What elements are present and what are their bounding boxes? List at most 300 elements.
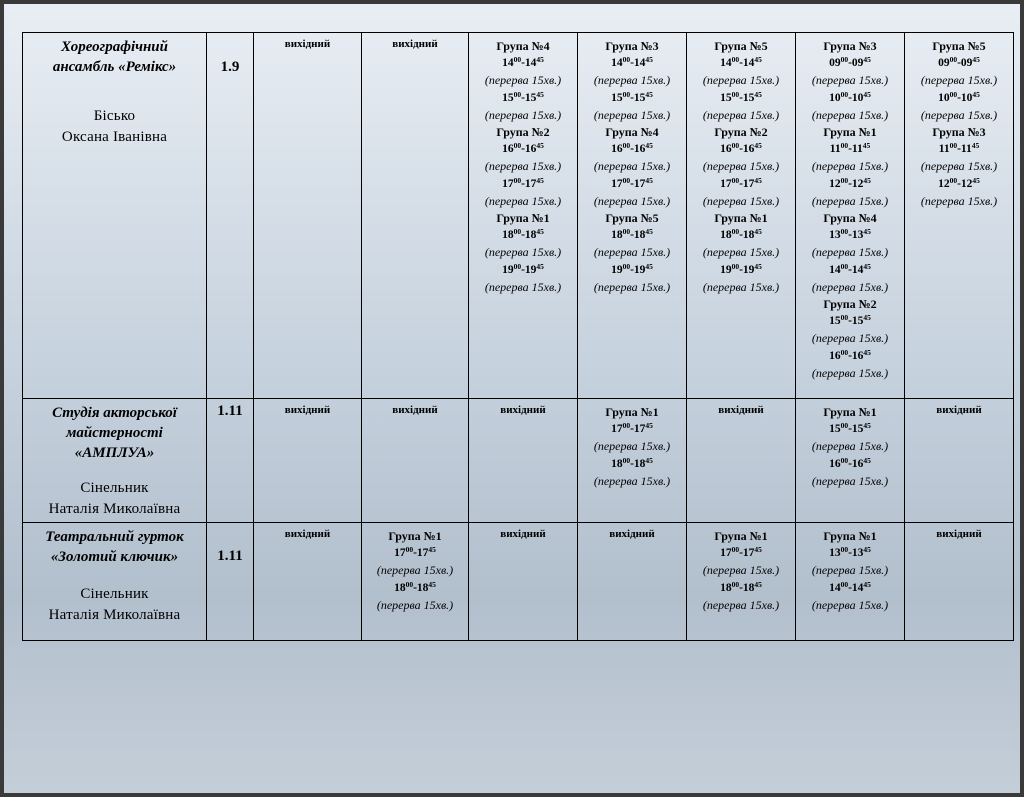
time-start-hour: 15 xyxy=(502,91,514,104)
session-time: $17^{00}-17^{45}$ xyxy=(611,421,653,436)
break-note: (перерва 15хв.) xyxy=(702,107,780,122)
time-start-minutes: 00 xyxy=(731,261,740,271)
day-off-label: вихідний xyxy=(609,528,655,540)
break-note: (перерва 15хв.) xyxy=(811,365,889,380)
time-start-minutes: 00 xyxy=(840,313,849,323)
day-cell xyxy=(469,33,578,399)
time-end-hour: 16 xyxy=(633,143,646,156)
time-start-hour: 12 xyxy=(938,177,950,190)
time-start-minutes: 00 xyxy=(840,55,849,65)
time-start-minutes: 00 xyxy=(622,55,631,65)
session-time: $14^{00}-14^{45}$ xyxy=(720,55,762,70)
time-end-hour: 14 xyxy=(851,263,864,276)
time-start-hour: 19 xyxy=(720,263,732,276)
time-end-hour: 14 xyxy=(851,581,864,594)
time-end-minutes: 45 xyxy=(754,141,762,151)
time-end-hour: 10 xyxy=(851,91,864,104)
time-end-minutes: 45 xyxy=(536,89,544,99)
day-cell xyxy=(362,523,469,641)
time-end-hour: 12 xyxy=(851,177,864,190)
group-name: Група №1 xyxy=(388,529,442,543)
time-end-hour: 18 xyxy=(633,457,646,470)
time-start-minutes: 00 xyxy=(840,175,849,185)
day-cell xyxy=(796,33,905,399)
time-end-minutes: 45 xyxy=(754,579,762,589)
day-off-label: вихідний xyxy=(392,38,438,50)
day-cell xyxy=(905,523,1014,641)
day-cell xyxy=(905,33,1014,399)
schedule-table xyxy=(22,32,1014,641)
time-end-minutes: 45 xyxy=(428,545,436,555)
circle-title-line: Хореографічний xyxy=(61,39,168,55)
day-cell xyxy=(687,523,796,641)
break-note: (перерва 15хв.) xyxy=(593,73,671,88)
time-start-minutes: 00 xyxy=(405,545,414,555)
day-cell xyxy=(796,399,905,523)
group-name: Група №5 xyxy=(714,39,768,53)
time-start-hour: 18 xyxy=(611,229,623,242)
group-name: Група №5 xyxy=(932,39,986,53)
group-name: Група №1 xyxy=(714,529,768,543)
break-note: (перерва 15хв.) xyxy=(811,107,889,122)
session-time: $18^{00}-18^{45}$ xyxy=(720,579,762,594)
session-time: $16^{00}-16^{45}$ xyxy=(720,141,762,156)
session-time: $17^{00}-17^{45}$ xyxy=(611,175,653,190)
document-page xyxy=(4,4,1020,793)
day-off-label: вихідний xyxy=(718,404,764,416)
day-cell xyxy=(578,523,687,641)
session-time: $15^{00}-15^{45}$ xyxy=(829,421,871,436)
time-start-minutes: 00 xyxy=(622,421,631,431)
break-note: (перерва 15хв.) xyxy=(593,107,671,122)
break-note: (перерва 15хв.) xyxy=(811,73,889,88)
time-end-hour: 17 xyxy=(633,177,646,190)
time-end-minutes: 45 xyxy=(972,175,980,185)
time-end-hour: 19 xyxy=(633,263,646,276)
day-off-label: вихідний xyxy=(500,528,546,540)
day-cell xyxy=(578,399,687,523)
session-time: $19^{00}-19^{45}$ xyxy=(502,261,544,276)
time-end-hour: 19 xyxy=(524,263,537,276)
time-start-minutes: 00 xyxy=(840,455,849,465)
time-end-minutes: 45 xyxy=(536,175,544,185)
time-end-hour: 10 xyxy=(960,91,973,104)
day-cell xyxy=(254,33,362,399)
time-start-minutes: 00 xyxy=(513,261,522,271)
time-start-hour: 17 xyxy=(720,177,732,190)
time-end-hour: 16 xyxy=(851,349,864,362)
time-start-hour: 18 xyxy=(502,229,514,242)
time-end-hour: 15 xyxy=(851,423,864,436)
session-time: $14^{00}-14^{45}$ xyxy=(611,55,653,70)
time-start-hour: 11 xyxy=(938,143,950,156)
circle-title xyxy=(23,37,206,77)
table-row xyxy=(23,399,1014,523)
session-time: $16^{00}-16^{45}$ xyxy=(611,141,653,156)
time-start-hour: 09 xyxy=(938,57,950,70)
time-start-hour: 17 xyxy=(502,177,514,190)
break-note: (перерва 15хв.) xyxy=(484,107,562,122)
time-end-hour: 19 xyxy=(742,263,755,276)
break-note: (перерва 15хв.) xyxy=(811,279,889,294)
day-off-label: вихідний xyxy=(500,404,546,416)
group-name: Група №1 xyxy=(823,125,877,140)
break-note: (перерва 15хв.) xyxy=(811,193,889,208)
group-name: Група №3 xyxy=(605,39,659,53)
session-time: $16^{00}-16^{45}$ xyxy=(502,141,544,156)
group-name: Група №1 xyxy=(496,211,550,226)
group-name: Група №4 xyxy=(605,125,659,140)
break-note: (перерва 15хв.) xyxy=(811,473,889,488)
time-start-minutes: 00 xyxy=(622,455,631,465)
time-start-hour: 13 xyxy=(829,229,841,242)
break-note: (перерва 15хв.) xyxy=(811,331,889,346)
day-cell xyxy=(362,399,469,523)
session-time: $14^{00}-14^{45}$ xyxy=(829,579,871,594)
break-note: (перерва 15хв.) xyxy=(811,159,889,174)
break-note: (перерва 15хв.) xyxy=(702,279,780,294)
day-cell xyxy=(469,523,578,641)
session-time: $15^{00}-15^{45}$ xyxy=(502,89,544,104)
teacher-surname: Сінельник xyxy=(80,586,149,602)
day-off-label: вихідний xyxy=(936,528,982,540)
break-note: (перерва 15хв.) xyxy=(484,245,562,260)
time-end-hour: 13 xyxy=(851,229,864,242)
break-note: (перерва 15хв.) xyxy=(920,107,998,122)
time-start-minutes: 00 xyxy=(731,579,740,589)
group-name: Група №3 xyxy=(932,125,986,140)
time-start-hour: 10 xyxy=(938,91,950,104)
room-code: 1.9 xyxy=(207,33,254,399)
group-name: Група №5 xyxy=(605,211,659,226)
session-time: $15^{00}-15^{45}$ xyxy=(829,313,871,328)
time-end-minutes: 45 xyxy=(645,261,653,271)
time-start-hour: 14 xyxy=(829,581,841,594)
time-start-minutes: 00 xyxy=(622,89,631,99)
time-end-minutes: 45 xyxy=(863,579,871,589)
time-start-minutes: 00 xyxy=(731,545,740,555)
time-start-minutes: 00 xyxy=(731,141,740,151)
room-code: 1.11 xyxy=(207,523,254,641)
break-note: (перерва 15хв.) xyxy=(702,159,780,174)
break-note: (перерва 15хв.) xyxy=(811,439,889,454)
time-start-minutes: 00 xyxy=(840,421,849,431)
time-start-hour: 19 xyxy=(611,263,623,276)
time-start-hour: 11 xyxy=(829,143,841,156)
time-end-hour: 14 xyxy=(633,57,646,70)
time-start-hour: 14 xyxy=(720,57,732,70)
time-end-minutes: 45 xyxy=(645,455,653,465)
teacher-name xyxy=(23,106,206,148)
session-time: $17^{00}-17^{45}$ xyxy=(720,545,762,560)
day-cell xyxy=(687,33,796,399)
time-end-minutes: 45 xyxy=(754,175,762,185)
time-start-minutes: 00 xyxy=(840,347,849,357)
session-time: $18^{00}-18^{45}$ xyxy=(720,227,762,242)
time-start-minutes: 00 xyxy=(405,579,414,589)
break-note: (перерва 15хв.) xyxy=(920,159,998,174)
time-end-minutes: 45 xyxy=(971,141,980,151)
time-end-minutes: 45 xyxy=(536,55,544,65)
circle-title-line: майстерності xyxy=(66,425,163,441)
teacher-given-names: Оксана Іванівна xyxy=(61,129,168,145)
time-end-minutes: 45 xyxy=(645,141,653,151)
day-cell xyxy=(254,523,362,641)
time-end-hour: 18 xyxy=(416,581,429,594)
break-note: (перерва 15хв.) xyxy=(920,73,998,88)
break-note: (перерва 15хв.) xyxy=(702,193,780,208)
time-start-hour: 17 xyxy=(394,547,406,560)
break-note: (перерва 15хв.) xyxy=(593,439,671,454)
teacher-name xyxy=(23,584,206,626)
break-note: (перерва 15хв.) xyxy=(484,73,562,88)
room-code: 1.11 xyxy=(207,399,254,523)
break-note: (перерва 15хв.) xyxy=(593,159,671,174)
day-off-label: вихідний xyxy=(284,38,331,50)
time-start-minutes: 00 xyxy=(840,579,849,589)
time-end-minutes: 45 xyxy=(863,175,871,185)
time-start-minutes: 00 xyxy=(949,55,958,65)
time-end-hour: 17 xyxy=(416,547,429,560)
time-start-minutes: 00 xyxy=(622,141,631,151)
time-end-minutes: 45 xyxy=(536,227,544,237)
break-note: (перерва 15хв.) xyxy=(593,279,671,294)
time-start-minutes: 00 xyxy=(513,89,522,99)
day-cell xyxy=(578,33,687,399)
time-start-minutes: 00 xyxy=(513,227,522,237)
time-end-hour: 16 xyxy=(851,457,864,470)
break-note: (перерва 15хв.) xyxy=(376,597,454,612)
session-time: $13^{00}-13^{45}$ xyxy=(829,545,871,560)
time-end-minutes: 45 xyxy=(863,261,871,271)
time-end-minutes: 45 xyxy=(863,545,871,555)
session-time: $09^{00}-09^{45}$ xyxy=(938,55,980,70)
time-end-hour: 17 xyxy=(524,177,537,190)
time-start-hour: 13 xyxy=(829,547,841,560)
session-time: $17^{00}-17^{45}$ xyxy=(502,175,544,190)
circle-title xyxy=(23,403,206,463)
schedule-body xyxy=(23,33,1014,641)
time-end-hour: 15 xyxy=(524,91,537,104)
circle-title-line: ансамбль «Ремікс» xyxy=(52,59,177,75)
time-start-minutes: 00 xyxy=(840,89,849,99)
time-end-hour: 09 xyxy=(851,57,864,70)
break-note: (перерва 15хв.) xyxy=(484,193,562,208)
day-off-label: вихідний xyxy=(284,528,331,540)
time-start-hour: 14 xyxy=(611,57,623,70)
session-time: $15^{00}-15^{45}$ xyxy=(720,89,762,104)
time-start-hour: 15 xyxy=(720,91,732,104)
time-start-hour: 16 xyxy=(611,143,623,156)
teacher-given-names: Наталія Миколаївна xyxy=(48,607,181,623)
group-name: Група №3 xyxy=(823,39,877,53)
group-name: Група №1 xyxy=(714,211,768,226)
time-end-minutes: 45 xyxy=(863,313,871,323)
time-end-minutes: 45 xyxy=(754,55,762,65)
time-start-minutes: 00 xyxy=(731,55,740,65)
time-start-minutes: 00 xyxy=(949,89,958,99)
teacher-given-names: Наталія Миколаївна xyxy=(48,501,181,517)
table-row xyxy=(23,33,1014,399)
time-end-minutes: 45 xyxy=(536,261,544,271)
time-start-hour: 19 xyxy=(502,263,514,276)
circle-title-line: Театральний гурток xyxy=(45,529,184,545)
circle-title xyxy=(23,527,206,567)
session-time: $11^{00}-11^{45}$ xyxy=(938,141,980,156)
session-time: $18^{00}-18^{45}$ xyxy=(502,227,544,242)
time-end-minutes: 45 xyxy=(754,89,762,99)
time-end-hour: 09 xyxy=(960,57,973,70)
break-note: (перерва 15хв.) xyxy=(920,193,998,208)
break-note: (перерва 15хв.) xyxy=(593,193,671,208)
time-start-hour: 15 xyxy=(829,315,841,328)
session-time: $18^{00}-18^{45}$ xyxy=(394,579,436,594)
time-start-minutes: 00 xyxy=(949,141,958,151)
circle-name-cell xyxy=(23,33,207,399)
session-time: $19^{00}-19^{45}$ xyxy=(720,261,762,276)
break-note: (перерва 15хв.) xyxy=(702,563,780,578)
time-start-hour: 17 xyxy=(611,177,623,190)
group-name: Група №4 xyxy=(496,39,550,53)
time-start-minutes: 00 xyxy=(731,227,740,237)
time-start-hour: 17 xyxy=(720,547,732,560)
session-time: $18^{00}-18^{45}$ xyxy=(611,227,653,242)
time-start-hour: 15 xyxy=(829,423,841,436)
day-cell xyxy=(254,399,362,523)
session-time: $16^{00}-16^{45}$ xyxy=(829,455,871,470)
time-end-hour: 15 xyxy=(742,91,755,104)
circle-title-line: «Золотий ключик» xyxy=(50,549,179,565)
time-start-hour: 18 xyxy=(720,581,732,594)
time-end-minutes: 45 xyxy=(863,227,871,237)
time-end-minutes: 45 xyxy=(863,421,871,431)
time-end-hour: 17 xyxy=(742,177,755,190)
break-note: (перерва 15хв.) xyxy=(811,597,889,612)
session-time: $17^{00}-17^{45}$ xyxy=(720,175,762,190)
time-end-minutes: 45 xyxy=(754,227,762,237)
day-cell xyxy=(469,399,578,523)
time-end-hour: 13 xyxy=(851,547,864,560)
time-start-hour: 16 xyxy=(720,143,732,156)
time-start-hour: 14 xyxy=(829,263,841,276)
time-end-minutes: 45 xyxy=(645,227,653,237)
teacher-surname: Сінельник xyxy=(80,480,149,496)
day-off-label: вихідний xyxy=(392,404,438,416)
time-end-hour: 11 xyxy=(851,143,863,156)
session-time: $10^{00}-10^{45}$ xyxy=(829,89,871,104)
time-start-hour: 09 xyxy=(829,57,841,70)
time-start-hour: 12 xyxy=(829,177,841,190)
time-start-minutes: 00 xyxy=(513,141,522,151)
time-end-minutes: 45 xyxy=(536,141,544,151)
time-end-minutes: 45 xyxy=(645,55,653,65)
session-time: $16^{00}-16^{45}$ xyxy=(829,347,871,362)
circle-title-line: Студія акторської xyxy=(52,405,177,421)
group-name: Група №1 xyxy=(823,529,877,543)
break-note: (перерва 15хв.) xyxy=(376,563,454,578)
day-off-label: вихідний xyxy=(936,404,982,416)
time-end-hour: 14 xyxy=(524,57,537,70)
session-time: $19^{00}-19^{45}$ xyxy=(611,261,653,276)
circle-name-cell xyxy=(23,523,207,641)
time-end-minutes: 45 xyxy=(863,89,871,99)
time-end-minutes: 45 xyxy=(645,175,653,185)
session-time: $18^{00}-18^{45}$ xyxy=(611,455,653,470)
break-note: (перерва 15хв.) xyxy=(484,159,562,174)
time-start-hour: 18 xyxy=(394,581,406,594)
time-start-minutes: 00 xyxy=(840,141,849,151)
group-name: Група №2 xyxy=(496,125,550,140)
group-name: Група №1 xyxy=(823,405,877,419)
time-start-hour: 16 xyxy=(829,349,841,362)
session-time: $12^{00}-12^{45}$ xyxy=(829,175,871,190)
group-name: Група №4 xyxy=(823,211,877,226)
break-note: (перерва 15хв.) xyxy=(811,563,889,578)
break-note: (перерва 15хв.) xyxy=(593,473,671,488)
time-start-minutes: 00 xyxy=(840,261,849,271)
break-note: (перерва 15хв.) xyxy=(702,245,780,260)
time-end-minutes: 45 xyxy=(863,347,871,357)
time-start-minutes: 00 xyxy=(622,261,631,271)
day-cell xyxy=(796,523,905,641)
time-end-hour: 18 xyxy=(524,229,537,242)
time-end-hour: 16 xyxy=(742,143,755,156)
session-time: $17^{00}-17^{45}$ xyxy=(394,545,436,560)
time-start-minutes: 00 xyxy=(949,175,958,185)
time-end-hour: 15 xyxy=(851,315,864,328)
time-start-minutes: 00 xyxy=(731,175,740,185)
circle-title-line: «АМПЛУА» xyxy=(74,445,155,461)
time-end-hour: 11 xyxy=(960,143,972,156)
group-name: Група №2 xyxy=(823,297,877,312)
time-end-hour: 14 xyxy=(742,57,755,70)
day-cell xyxy=(687,399,796,523)
time-start-minutes: 00 xyxy=(840,227,849,237)
time-end-minutes: 45 xyxy=(428,579,436,589)
time-end-hour: 12 xyxy=(960,177,973,190)
day-cell xyxy=(905,399,1014,523)
day-off-label: вихідний xyxy=(284,404,331,416)
time-start-hour: 17 xyxy=(611,423,623,436)
time-end-hour: 18 xyxy=(633,229,646,242)
session-time: $11^{00}-11^{45}$ xyxy=(829,141,871,156)
time-end-hour: 18 xyxy=(742,581,755,594)
time-end-minutes: 45 xyxy=(862,141,871,151)
break-note: (перерва 15хв.) xyxy=(702,73,780,88)
time-end-hour: 17 xyxy=(742,547,755,560)
time-start-hour: 14 xyxy=(502,57,514,70)
time-end-hour: 17 xyxy=(633,423,646,436)
time-end-hour: 16 xyxy=(524,143,537,156)
time-start-hour: 16 xyxy=(829,457,841,470)
time-end-minutes: 45 xyxy=(972,89,980,99)
time-end-minutes: 45 xyxy=(754,261,762,271)
teacher-name xyxy=(23,478,206,520)
teacher-surname: Бісько xyxy=(93,108,136,124)
session-time: $12^{00}-12^{45}$ xyxy=(938,175,980,190)
time-end-minutes: 45 xyxy=(863,55,871,65)
time-start-minutes: 00 xyxy=(622,227,631,237)
time-start-hour: 15 xyxy=(611,91,623,104)
session-time: $14^{00}-14^{45}$ xyxy=(502,55,544,70)
time-end-minutes: 45 xyxy=(972,55,980,65)
group-name: Група №1 xyxy=(605,405,659,419)
session-time: $15^{00}-15^{45}$ xyxy=(611,89,653,104)
time-end-minutes: 45 xyxy=(754,545,762,555)
session-time: $09^{00}-09^{45}$ xyxy=(829,55,871,70)
break-note: (перерва 15хв.) xyxy=(702,597,780,612)
time-end-minutes: 45 xyxy=(645,421,653,431)
